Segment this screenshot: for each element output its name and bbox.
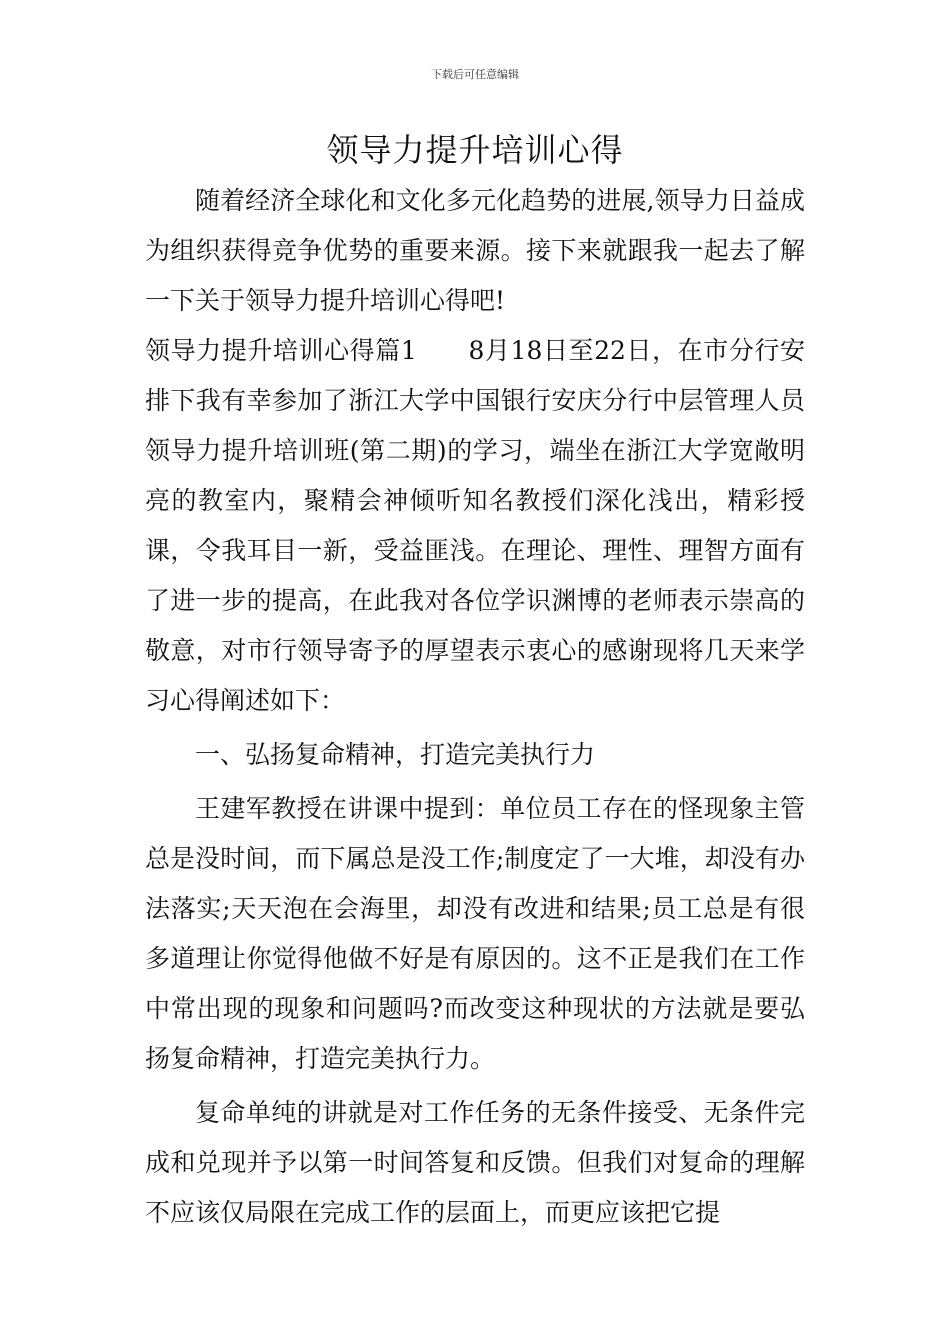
article-paragraph-3: 复命单纯的讲就是对工作任务的无条件接受、无条件完成和兑现并予以第一时间答复和反馈。但我们对复命的理解不应该仅局限在完成工作的层面上，而更应该把它提 [145,1098,805,1227]
document-title: 领导力提升培训心得 [326,131,624,169]
section-heading-1: 一、弘扬复命精神，打造完美执行力 [195,740,596,769]
article-paragraph-2: 王建军教授在讲课中提到：单位员工存在的怪现象主管总是没时间，而下属总是没工作;制度定了一大堆，却没有办法落实;天天泡在会海里，却没有改进和结果;员工总是有很多道理让你觉得他做不好是有原因的。这不正是我们在工作中常出现的现象和问题吗?而改变这种现状的方法就是要弘扬复命精神，打造完美执行力。 [145,794,805,1073]
intro-paragraph: 随着经济全球化和文化多元化趋势的进展,领导力日益成为组织获得竞争优势的重要来源。接下来就跟我一起去了解一下关于领导力提升培训心得吧! [145,186,805,315]
article-paragraph-1: 领导力提升培训心得篇1 8月18日至22日，在市分行安排下我有幸参加了浙江大学中国银行安庆分行中层管理人员领导力提升培训班(第二期)的学习，端坐在浙江大学宽敞明亮的教室内，聚精会神倾听知名教授们深化浅出，精彩授课，令我耳目一新，受益匪浅。在理论、理性、理智方面有了进一步的提高，在此我对各位学识渊博的老师表示崇高的敬意，对市行领导寄予的厚望表示衷心的感谢现将几天来学习心得阐述如下： [145,336,805,715]
document-body [145,176,805,1238]
page-header-note: 下载后可任意编辑 [431,68,519,81]
